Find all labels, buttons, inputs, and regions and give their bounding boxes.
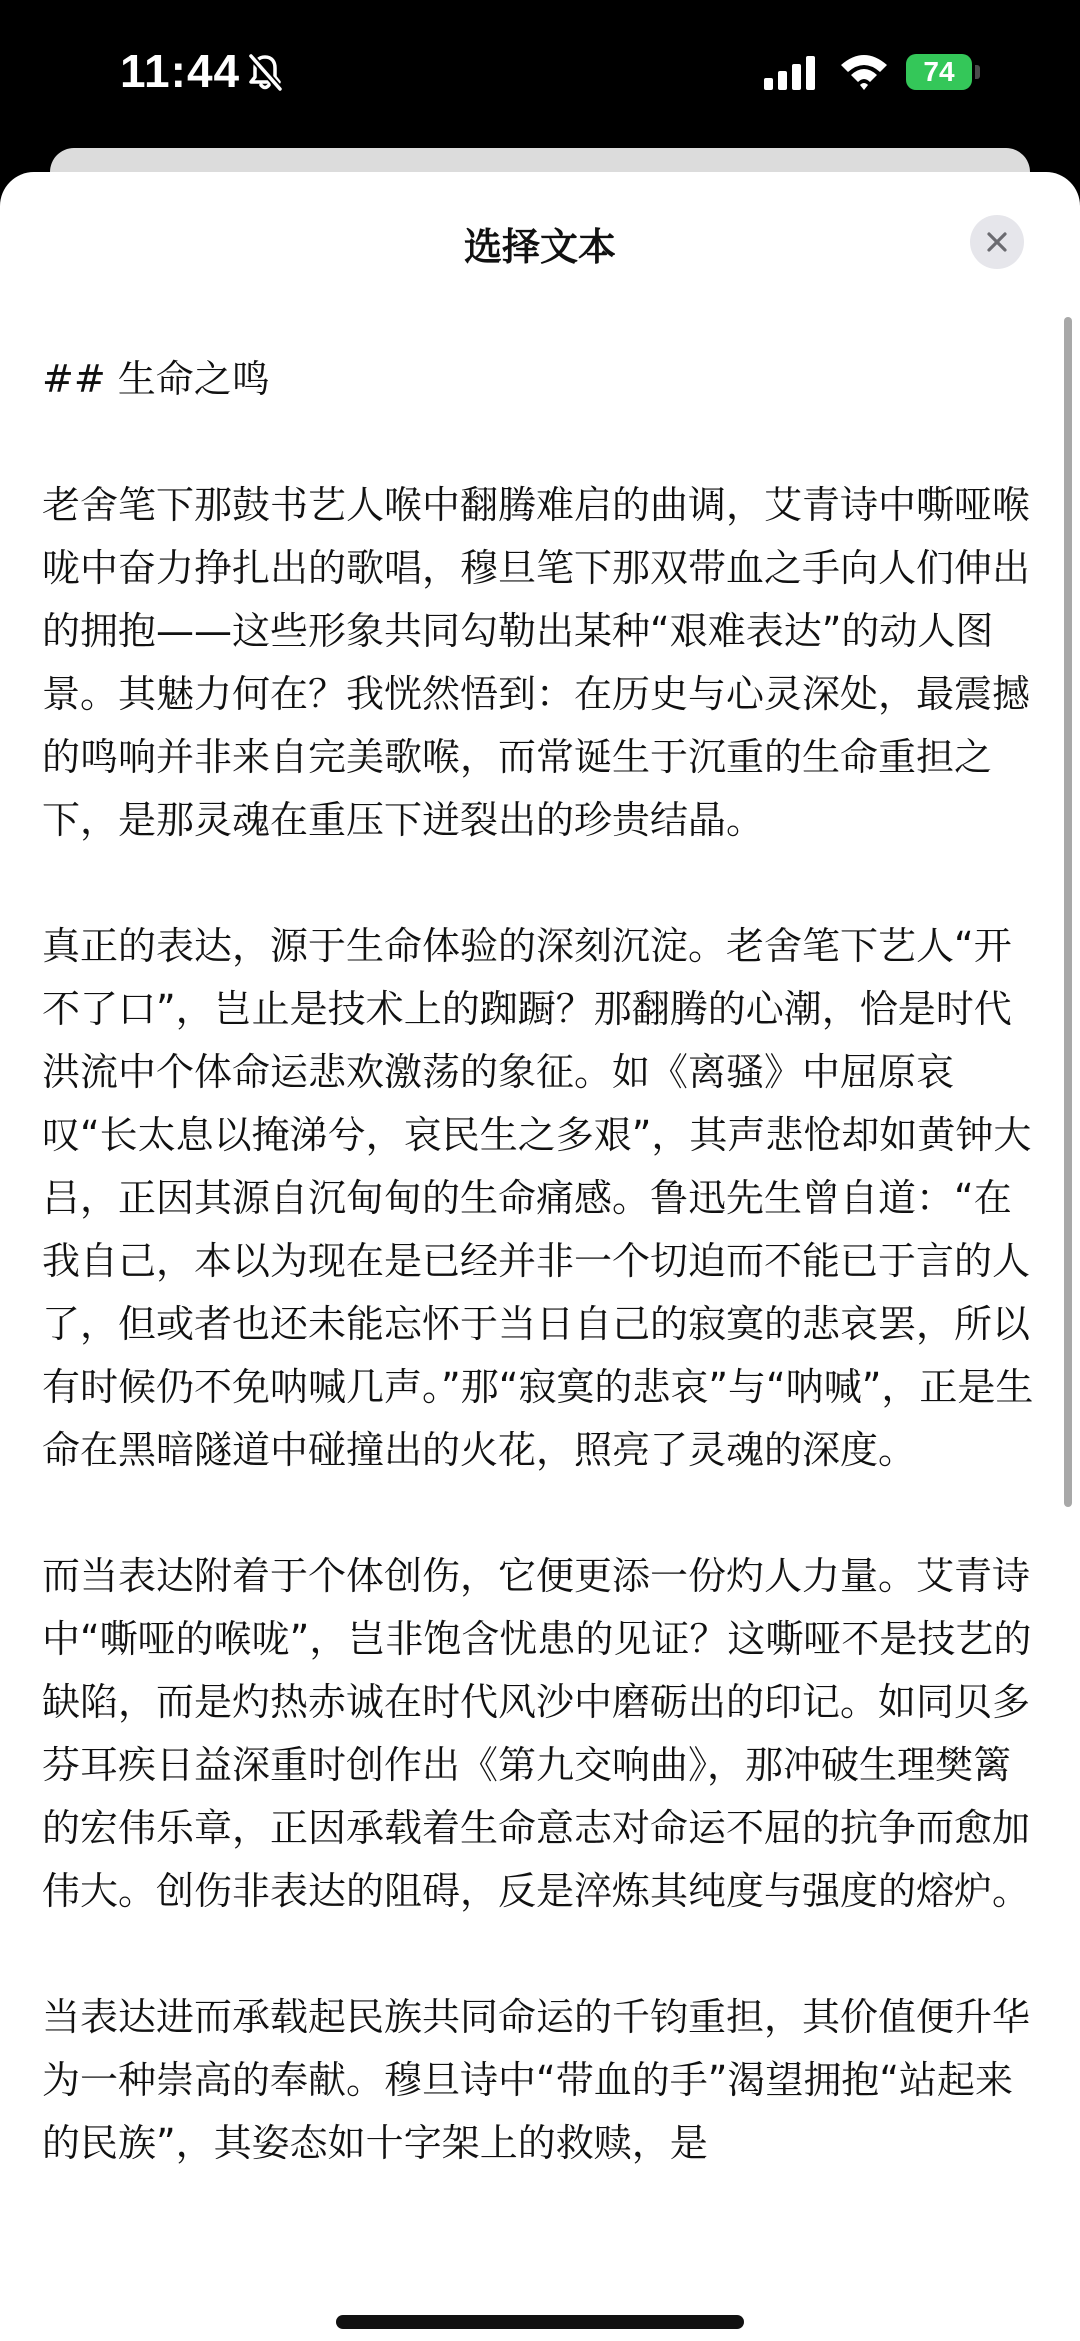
sheet-title: 选择文本	[463, 225, 616, 269]
close-icon	[985, 230, 1009, 254]
close-button[interactable]	[970, 215, 1024, 269]
wifi-icon	[838, 52, 890, 92]
select-text-sheet	[0, 172, 1080, 2341]
battery-cap	[975, 65, 980, 79]
signal-icon	[764, 56, 816, 90]
text-paragraph[interactable]: 真正的表达，源于生命体验的深刻沉淀。老舍笔下艺人“开不了口”，岂止是技术上的踟蹰？那翻腾的心潮，恰是时代洪流中个体命运悲欢激荡的象征。如《离骚》中屈原哀叹“长太息以掩涕兮，哀民生之多艰”，其声悲怆却如黄钟大吕，正因其源自沉甸甸的生命痛感。鲁迅先生曾自道：“在我自己，本以为现在是已经并非一个切迫而不能已于言的人了，但或者也还未能忘怀于当日自己的寂寞的悲哀罢，所以有时候仍不免呐喊几声。”那“寂寞的悲哀”与“呐喊”，正是生命在黑暗隧道中碰撞出的火花，照亮了灵魂的深度。	[42, 924, 1034, 1472]
home-indicator[interactable]	[336, 2315, 744, 2329]
text-paragraph[interactable]: 老舍笔下那鼓书艺人喉中翻腾难启的曲调，艾青诗中嘶哑喉咙中奋力挣扎出的歌唱，穆旦笔下那双带血之手向人们伸出的拥抱——这些形象共同勾勒出某种“艰难表达”的动人图景。其魅力何在？我恍然悟到：在历史与心灵深处，最震撼的鸣响并非来自完美歌喉，而常诞生于沉重的生命重担之下，是那灵魂在重压下迸裂出的珍贵结晶。	[42, 483, 1031, 842]
text-paragraph[interactable]: 而当表达附着于个体创伤，它便更添一份灼人力量。艾青诗中“嘶哑的喉咙”，岂非饱含忧患的见证？这嘶哑不是技艺的缺陷，而是灼热赤诚在时代风沙中磨砺出的印记。如同贝多芬耳疾日益深重时创作出《第九交响曲》，那冲破生理樊篱的宏伟乐章，正因承载着生命意志对命运不屈的抗争而愈加伟大。创伤非表达的阻碍，反是淬炼其纯度与强度的熔炉。	[42, 1554, 1032, 1913]
battery-icon	[906, 54, 972, 90]
text-paragraph[interactable]: 当表达进而承载起民族共同命运的千钧重担，其价值便升华为一种崇高的奉献。穆旦诗中“带血的手”渴望拥抱“站起来的民族”，其姿态如十字架上的救赎，是	[42, 1995, 1031, 2165]
battery-level: 74	[923, 56, 955, 87]
text-heading[interactable]: ## 生命之鸣	[42, 357, 270, 401]
selectable-text[interactable]	[42, 348, 1037, 2238]
bell-slash-icon	[246, 52, 284, 92]
status-bar	[0, 0, 1080, 150]
scrollbar[interactable]	[1064, 317, 1072, 1507]
status-time: 11:44	[120, 45, 241, 97]
